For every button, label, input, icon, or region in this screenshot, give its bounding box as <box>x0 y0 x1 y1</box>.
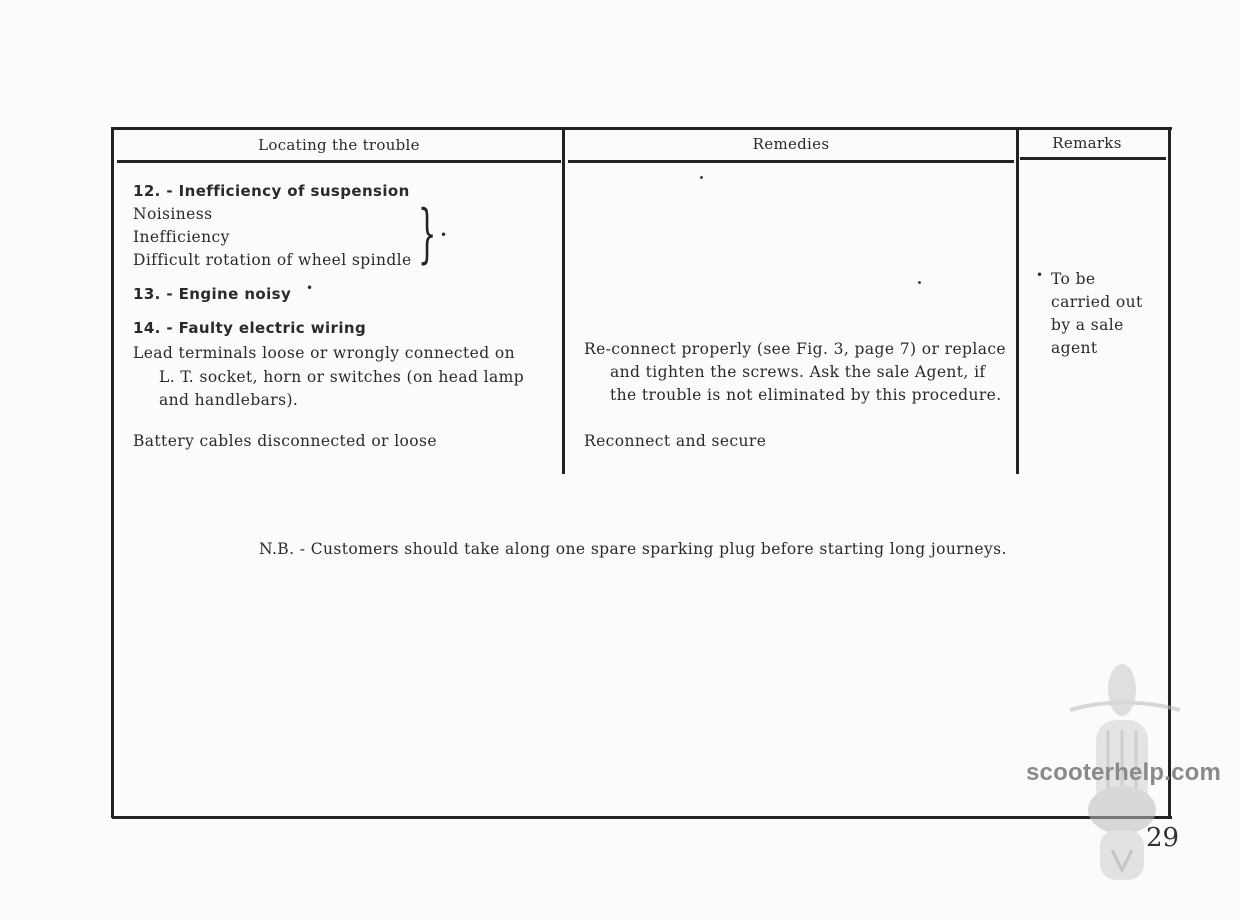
table-border-left <box>111 127 114 818</box>
trouble-item: Difficult rotation of wheel spindle <box>133 251 412 269</box>
column-divider <box>1016 130 1019 474</box>
trouble-item: Inefficiency <box>133 228 230 246</box>
remark-line: carried out <box>1051 293 1143 311</box>
header-rule <box>117 160 561 163</box>
trouble-item: Noisiness <box>133 205 213 223</box>
section-12-title: 12. - Inefficiency of suspension <box>133 182 410 200</box>
curly-brace-icon: } <box>418 197 437 271</box>
section-12-marker: • <box>440 228 448 242</box>
remedy-item: Re-connect properly (see Fig. 3, page 7) or replace <box>584 340 1006 358</box>
trouble-item: and handlebars). <box>159 391 299 409</box>
column-divider <box>562 130 565 474</box>
table-border-top <box>112 127 1172 130</box>
scan-speck <box>918 281 921 284</box>
watermark-text: scooterhelp.com <box>1026 759 1222 786</box>
remark-line: agent <box>1051 339 1098 357</box>
section-13-marker: • <box>306 281 314 295</box>
header-rule <box>1020 157 1166 160</box>
scan-speck <box>700 176 703 179</box>
remedy-item: and tighten the screws. Ask the sale Agent, if <box>610 363 986 381</box>
trouble-item: L. T. socket, horn or switches (on head lamp <box>159 368 525 386</box>
remedy-item: the trouble is not eliminated by this procedure. <box>610 386 1002 404</box>
page-number: 29 <box>1146 823 1180 853</box>
remark-line: To be <box>1051 270 1096 288</box>
nb-note: N.B. - Customers should take along one spare sparking plug before starting long journeys. <box>259 540 1007 558</box>
table-border-bottom <box>112 816 1172 819</box>
header-remedies: Remedies <box>752 135 830 153</box>
trouble-item: Battery cables disconnected or loose <box>133 432 437 450</box>
remarks-marker: • <box>1036 268 1044 282</box>
remedy-item: Reconnect and secure <box>584 432 767 450</box>
trouble-item: Lead terminals loose or wrongly connected on <box>133 344 515 362</box>
header-remarks: Remarks <box>1052 134 1122 152</box>
header-rule <box>568 160 1014 163</box>
section-13-title: 13. - Engine noisy <box>133 285 292 303</box>
header-locating: Locating the trouble <box>258 136 420 154</box>
section-14-title: 14. - Faulty electric wiring <box>133 319 367 337</box>
remark-line: by a sale <box>1051 316 1124 334</box>
